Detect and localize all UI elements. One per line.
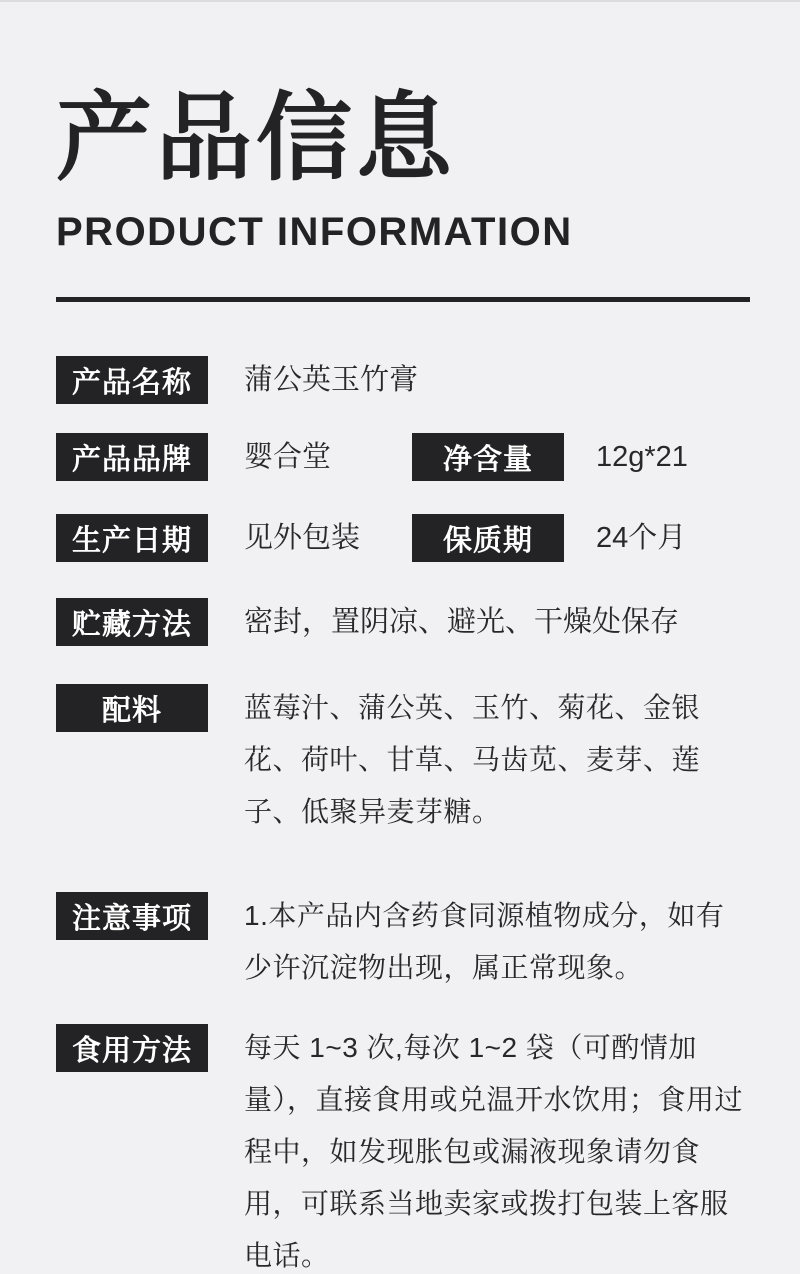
row-product-name [56, 356, 750, 404]
row-storage-method [56, 598, 750, 646]
brand-label: 产品品牌 [56, 433, 208, 481]
page-subtitle: PRODUCT INFORMATION [56, 210, 573, 254]
shelf-life-value: 24个月 [596, 522, 687, 554]
usage-method-value: 每天 1~3 次,每次 1~2 袋（可酌情加量），直接食用或兑温开水饮用；食用过程中，如发现胀包或漏液现象请勿食用，可联系当地卖家或拨打包装上客服电话。 [244, 1032, 744, 1271]
content-area [0, 2, 800, 1274]
row-usage-method [56, 1024, 750, 1274]
row-ingredients [56, 684, 750, 838]
info-rows [56, 356, 750, 1274]
page-title: 产品信息 [56, 85, 456, 192]
ingredients-value: 蓝莓汁、蒲公英、玉竹、菊花、金银花、荷叶、甘草、马齿苋、麦芽、莲子、低聚异麦芽糖。 [244, 692, 701, 827]
net-content-label: 净含量 [412, 433, 564, 481]
net-content-value: 12g*21 [596, 441, 688, 473]
storage-method-value: 密封，置阴凉、避光、干燥处保存 [244, 606, 680, 638]
divider [56, 297, 750, 302]
ingredients-label: 配料 [56, 684, 208, 732]
shelf-life-label: 保质期 [412, 514, 564, 562]
row-proddate-shelflife [56, 514, 750, 562]
storage-method-label: 贮藏方法 [56, 598, 208, 646]
precautions-value: 1.本产品内含药食同源植物成分，如有少许沉淀物出现，属正常现象。 [244, 900, 725, 983]
row-precautions [56, 892, 750, 994]
usage-method-label: 食用方法 [56, 1024, 208, 1072]
precautions-label: 注意事项 [56, 892, 208, 940]
brand-value: 婴合堂 [244, 441, 332, 473]
product-name-label: 产品名称 [56, 356, 208, 404]
row-brand-netweight [56, 433, 750, 481]
production-date-value: 见外包装 [244, 522, 361, 554]
production-date-label: 生产日期 [56, 514, 208, 562]
product-name-value: 蒲公英玉竹膏 [244, 364, 419, 396]
